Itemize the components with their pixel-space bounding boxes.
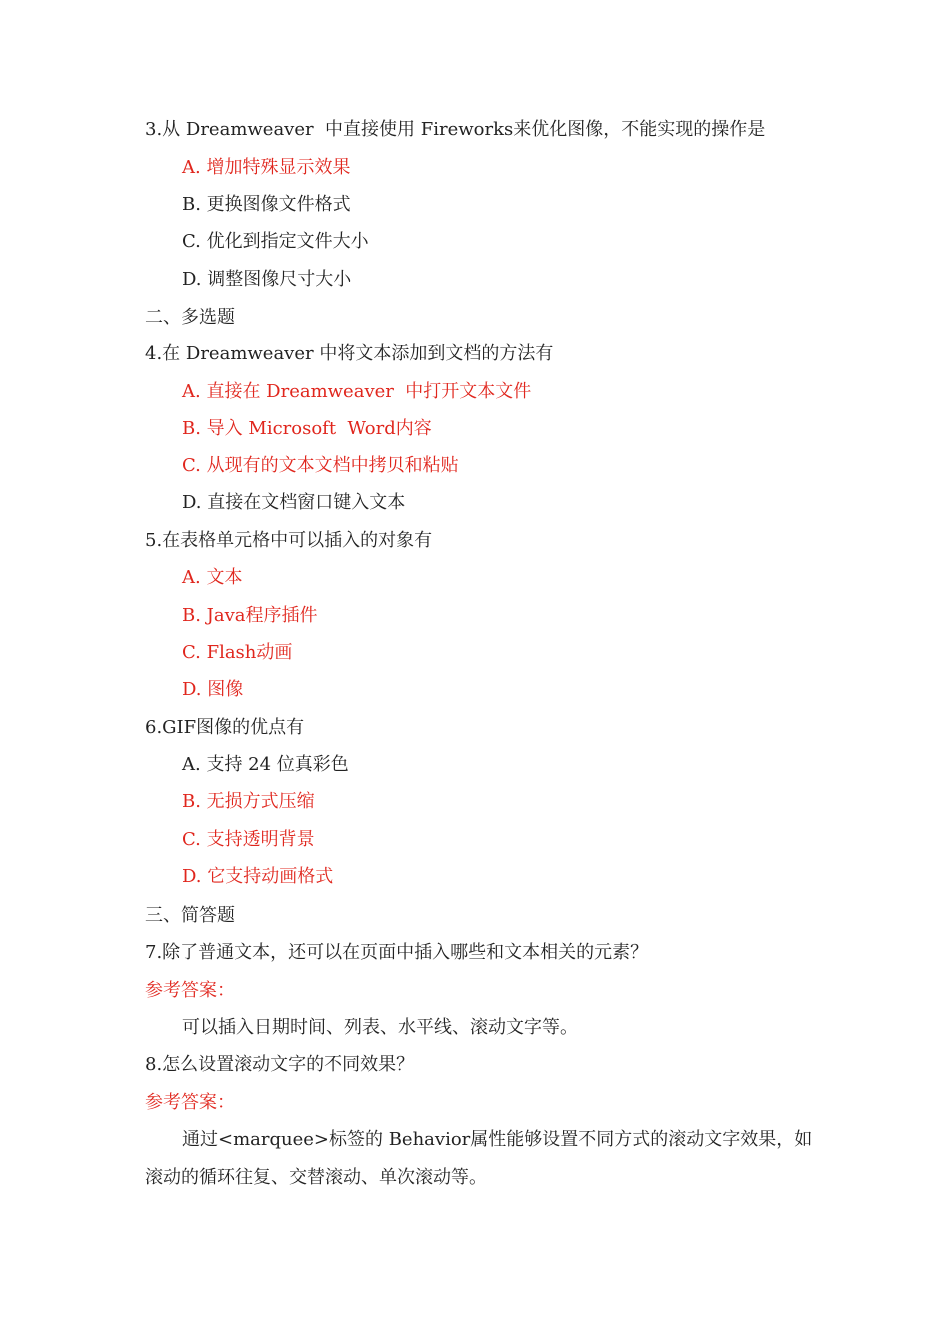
q8-answer-label: 参考答案： — [145, 1092, 235, 1113]
q3-option-d: D. 调整图像尺寸大小 — [182, 269, 352, 290]
q6-option-b: B. 无损方式压缩 — [182, 791, 315, 812]
q4-option-a: A. 直接在 Dreamweaver 中打开文本文件 — [182, 381, 532, 402]
q6-option-a: A. 支持 24 位真彩色 — [182, 754, 349, 775]
q3-option-c: C. 优化到指定文件大小 — [182, 231, 369, 252]
q6-option-c: C. 支持透明背景 — [182, 829, 315, 850]
q6-option-d: D. 它支持动画格式 — [182, 866, 334, 887]
q5-option-b: B. Java程序插件 — [182, 605, 318, 626]
q7-answer-text: 可以插入日期时间、列表、水平线、滚动文字等。 — [182, 1017, 578, 1038]
q8-answer-text-line-1: 通过<marquee>标签的 Behavior属性能够设置不同方式的滚动文字效果，如 — [182, 1129, 813, 1150]
q8-answer-text-line-2: 滚动的循环往复、交替滚动、单次滚动等。 — [145, 1167, 487, 1188]
q7-answer-label: 参考答案： — [145, 980, 235, 1001]
section-heading-short-answer: 三、简答题 — [145, 905, 235, 926]
question-4: 4.在 Dreamweaver 中将文本添加到文档的方法有 — [145, 343, 554, 364]
question-3: 3.从 Dreamweaver 中直接使用 Fireworks来优化图像，不能实现的操作是 — [145, 119, 766, 140]
q5-option-d: D. 图像 — [182, 679, 244, 700]
q5-option-c: C. Flash动画 — [182, 642, 293, 663]
q5-option-a: A. 文本 — [182, 567, 243, 588]
q4-option-d: D. 直接在文档窗口键入文本 — [182, 492, 406, 513]
question-8: 8.怎么设置滚动文字的不同效果？ — [145, 1054, 415, 1075]
question-7: 7.除了普通文本，还可以在页面中插入哪些和文本相关的元素？ — [145, 942, 649, 963]
q4-option-c: C. 从现有的文本文档中拷贝和粘贴 — [182, 455, 459, 476]
question-5: 5.在表格单元格中可以插入的对象有 — [145, 530, 433, 551]
q3-option-b: B. 更换图像文件格式 — [182, 194, 351, 215]
q4-option-b: B. 导入 Microsoft Word内容 — [182, 418, 432, 439]
section-heading-multiple-choice: 二、多选题 — [145, 307, 235, 328]
q3-option-a: A. 增加特殊显示效果 — [182, 157, 351, 178]
question-6: 6.GIF图像的优点有 — [145, 717, 305, 738]
